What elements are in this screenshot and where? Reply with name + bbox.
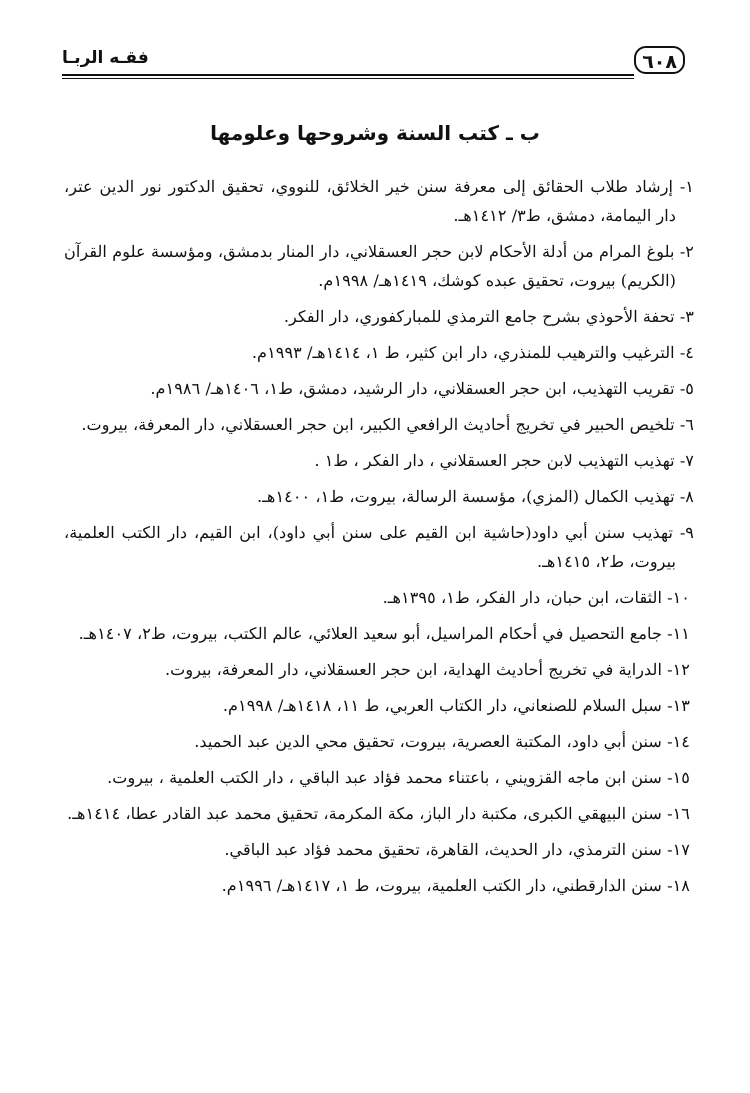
page-number: ٦٠٨ — [634, 46, 685, 74]
reference-item: ١٤- سنن أبي داود، المكتبة العصرية، بيروت، تحقيق محي الدين عبد الحميد. — [194, 732, 690, 751]
reference-item: ١٣- سبل السلام للصنعاني، دار الكتاب العربي، ط ١١، ١٤١٨هـ/ ١٩٩٨م. — [222, 696, 690, 715]
reference-item: ٥- تقريب التهذيب، ابن حجر العسقلاني، دار الرشيد، دمشق، ط١، ١٤٠٦هـ/ ١٩٨٦م. — [150, 379, 694, 398]
reference-item: ١١- جامع التحصيل في أحكام المراسيل، أبو سعيد العلائي، عالم الكتب، بيروت، ط٢، ١٤٠٧هـ. — [78, 624, 690, 643]
reference-item: ١- إرشاد طلاب الحقائق إلى معرفة سنن خير الخلائق، للنووي، تحقيق الدكتور نور الدين عتر، دار اليمامة، دمشق، ط٣/ ١٤١٢هـ. — [64, 177, 694, 225]
reference-item: ١٦- سنن البيهقي الكبرى، مكتبة دار الباز، مكة المكرمة، تحقيق محمد عبد القادر عطا، ١٤١٤هـ. — [67, 804, 690, 823]
reference-item: ٤- الترغيب والترهيب للمنذري، دار ابن كثير، ط ١، ١٤١٤هـ/ ١٩٩٣م. — [251, 343, 694, 362]
reference-item: ٨- تهذيب الكمال (المزي)، مؤسسة الرسالة، بيروت، ط١، ١٤٠٠هـ. — [257, 487, 694, 506]
reference-item: ٧- تهذيب التهذيب لابن حجر العسقلاني ، دار الفكر ، ط١ . — [314, 451, 694, 470]
reference-list — [64, 172, 694, 907]
header-rule — [62, 74, 634, 76]
reference-item: ١٧- سنن الترمذي، دار الحديث، القاهرة، تحقيق محمد فؤاد عبد الباقي. — [224, 840, 690, 859]
reference-item: ١٨- سنن الدارقطني، دار الكتب العلمية، بيروت، ط ١، ١٤١٧هـ/ ١٩٩٦م. — [221, 876, 690, 895]
book-title: فقـه الربـا — [62, 48, 149, 68]
reference-item: ٣- تحفة الأحوذي بشرح جامع الترمذي للمباركفوري، دار الفكر. — [283, 307, 694, 326]
reference-item: ١٥- سنن ابن ماجه القزويني ، باعتناء محمد فؤاد عبد الباقي ، دار الكتب العلمية ، بيروت. — [107, 768, 690, 787]
reference-item: ١٠- الثقات، ابن حبان، دار الفكر، ط١، ١٣٩٥هـ. — [382, 588, 690, 607]
reference-item: ١٢- الدراية في تخريج أحاديث الهداية، ابن حجر العسقلاني، دار المعرفة، بيروت. — [165, 660, 690, 679]
page-header — [62, 46, 685, 76]
section-title: ب ـ كتب السنة وشروحها وعلومها — [210, 121, 540, 145]
header-rule-thin — [62, 78, 634, 79]
reference-item: ٩- تهذيب سنن أبي داود(حاشية ابن القيم على سنن أبي داود)، ابن القيم، دار الكتب العلمية، بيروت، ط٢، ١٤١٥هـ. — [64, 523, 694, 571]
reference-item: ٢- بلوغ المرام من أدلة الأحكام لابن حجر العسقلاني، دار المنار بدمشق، ومؤسسة علوم القرآن (الكريم) بيروت، تحقيق عبده كوشك، ١٤١٩هـ/ ١٩٩٨م. — [64, 242, 694, 290]
reference-item: ٦- تلخيص الحبير في تخريج أحاديث الرافعي الكبير، ابن حجر العسقلاني، دار المعرفة، بيروت. — [81, 415, 694, 434]
